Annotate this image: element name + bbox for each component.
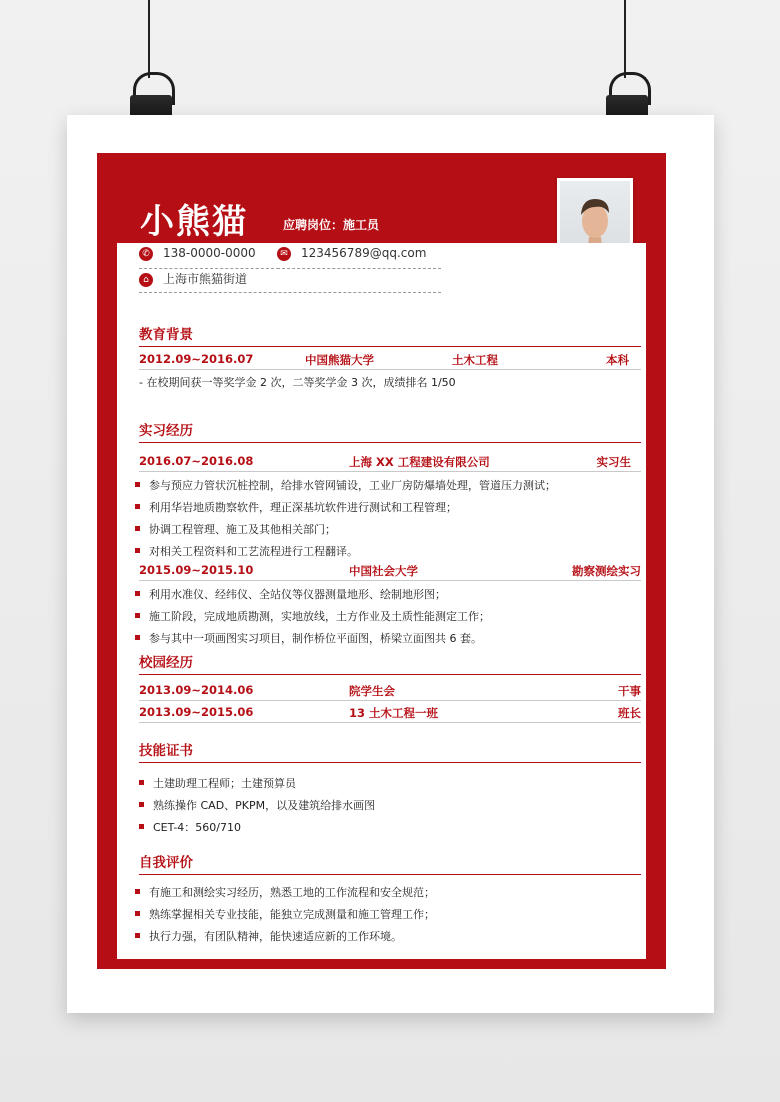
list-item: 参与预应力管状沉桩控制，给排水管网铺设，工业厂房防爆墙处理，管道压力测试； [149, 479, 556, 492]
list-item: 参与其中一项画图实习项目，制作桥位平面图，桥梁立面图共 6 套。 [149, 632, 482, 645]
list-item: 执行力强，有团队精神，能快速适应新的工作环境。 [149, 930, 402, 943]
campus-org: 院学生会 [349, 684, 395, 698]
job-company: 中国社会大学 [349, 564, 418, 578]
list-item: 对相关工程资料和工艺流程进行工程翻译。 [149, 545, 358, 558]
contact-email-row [277, 246, 441, 269]
phone-icon [139, 247, 153, 261]
campus-role: 班长 [618, 706, 641, 720]
list-item: 土建助理工程师；土建预算员 [153, 777, 296, 790]
candidate-name: 小熊猫 [140, 202, 248, 242]
list-item: 有施工和测绘实习经历，熟悉工地的工作流程和安全规范； [149, 886, 435, 899]
phone-number: 138-0000-0000 [163, 246, 256, 260]
section-title-campus: 校园经历 [139, 651, 641, 675]
campus-row [139, 705, 641, 723]
mail-icon [277, 247, 291, 261]
education-degree: 本科 [606, 353, 629, 367]
address: 上海市熊猫街道 [163, 272, 248, 286]
applied-position: 应聘岗位：施工员 [283, 218, 380, 232]
campus-period: 2013.09~2014.06 [139, 683, 254, 697]
list-item: 利用水准仪、经纬仪、全站仪等仪器测量地形、绘制地形图； [149, 588, 446, 601]
resume-frame [97, 153, 666, 969]
list-item: 熟练操作 CAD、PKPM，以及建筑给排水画图 [153, 799, 376, 812]
education-row [139, 352, 641, 370]
contact-phone-row [139, 246, 279, 269]
job-row [139, 454, 641, 472]
section-title-skills: 技能证书 [139, 739, 641, 763]
job-period: 2015.09~2015.10 [139, 563, 254, 577]
section-title-self: 自我评价 [139, 851, 641, 875]
job-role: 勘察测绘实习 [572, 564, 641, 578]
campus-org: 13 土木工程一班 [349, 706, 439, 720]
section-title-education: 教育背景 [139, 323, 641, 347]
job-company: 上海 XX 工程建设有限公司 [349, 455, 490, 469]
list-item: 施工阶段，完成地质勘测，实地放线，土方作业及土质性能测定工作； [149, 610, 490, 623]
campus-role: 干事 [618, 684, 641, 698]
list-item: 利用华岩地质勘察软件，理正深基坑软件进行测试和工程管理； [149, 501, 457, 514]
education-major: 土木工程 [452, 353, 498, 367]
contact-address-row [139, 270, 441, 293]
education-school: 中国熊猫大学 [305, 353, 374, 367]
job-period: 2016.07~2016.08 [139, 454, 254, 468]
education-period: 2012.09~2016.07 [139, 352, 254, 366]
email-address: 123456789@qq.com [301, 246, 427, 260]
list-item: 协调工程管理、施工及其他相关部门； [149, 523, 336, 536]
education-note: - 在校期间获一等奖学金 2 次，二等奖学金 3 次，成绩排名 1/50 [139, 376, 456, 389]
job-role: 实习生 [596, 455, 631, 469]
list-item: CET-4：560/710 [153, 821, 242, 834]
campus-row [139, 683, 641, 701]
resume-paper [67, 115, 714, 1013]
home-icon [139, 273, 153, 287]
resume-body [117, 243, 646, 959]
section-title-internship: 实习经历 [139, 419, 641, 443]
campus-period: 2013.09~2015.06 [139, 705, 254, 719]
job-row [139, 563, 641, 581]
list-item: 熟练掌握相关专业技能，能独立完成测量和施工管理工作； [149, 908, 435, 921]
